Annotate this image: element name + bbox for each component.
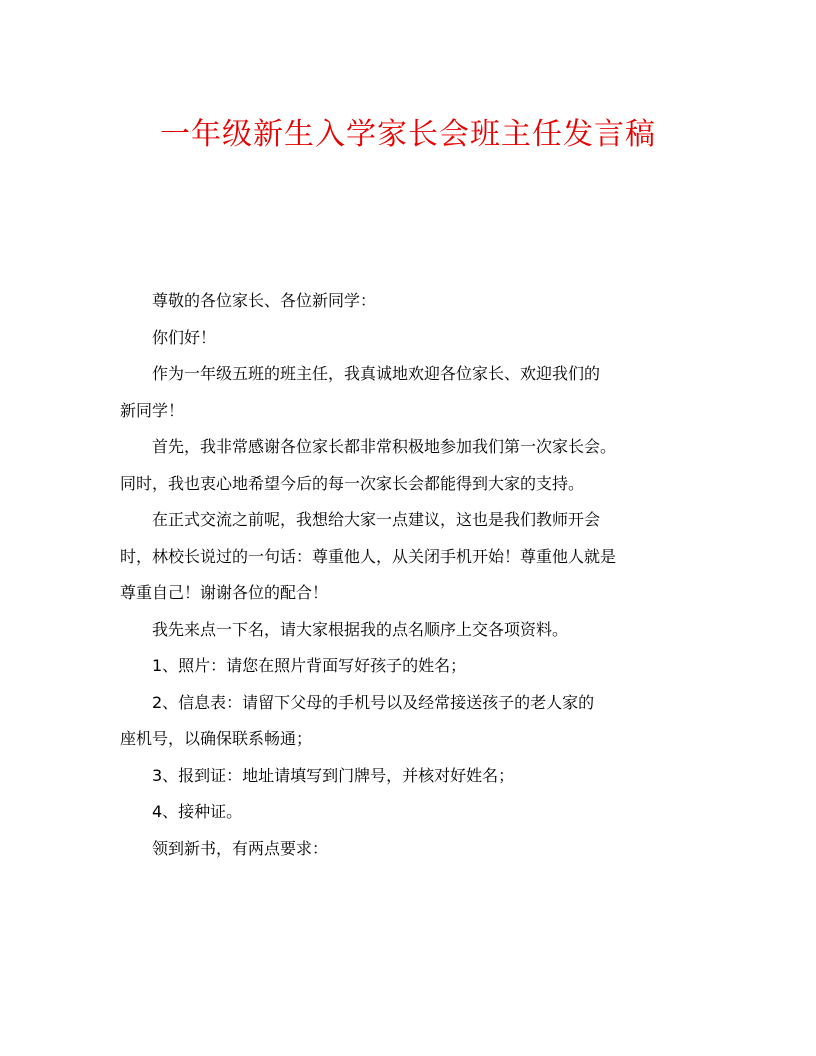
paragraph-line: 尊重自己！谢谢各位的配合！ bbox=[120, 583, 329, 602]
paragraph-line: 我先来点一下名，请大家根据我的点名顺序上交各项资料。 bbox=[152, 619, 569, 639]
paragraph-line: 领到新书，有两点要求： bbox=[152, 838, 329, 858]
document-title: 一年级新生入学家长会班主任发言稿 bbox=[160, 117, 656, 152]
list-item: 4、接种证。 bbox=[152, 802, 243, 821]
salutation: 尊敬的各位家长、各位新同学： bbox=[152, 291, 377, 310]
paragraph-line: 时，林校长说过的一句话：尊重他人，从关闭手机开始！尊重他人就是 bbox=[120, 546, 617, 566]
list-item-continuation: 座机号，以确保联系畅通； bbox=[120, 729, 313, 748]
paragraph-line: 首先，我非常感谢各位家长都非常积极地参加我们第一次家长会。 bbox=[152, 437, 617, 456]
paragraph-line: 在正式交流之前呢，我想给大家一点建议，这也是我们教师开会 bbox=[152, 510, 601, 529]
document-body bbox=[120, 283, 700, 867]
paragraph-line: 作为一年级五班的班主任，我真诚地欢迎各位家长、欢迎我们的 bbox=[152, 364, 601, 383]
paragraph-line: 同时，我也衷心地希望今后的每一次家长会都能得到大家的支持。 bbox=[120, 473, 585, 493]
greeting: 你们好！ bbox=[152, 327, 217, 347]
list-item: 2、信息表：请留下父母的手机号以及经常接送孩子的老人家的 bbox=[152, 692, 595, 712]
paragraph-line: 新同学！ bbox=[120, 400, 185, 420]
list-item: 1、照片：请您在照片背面写好孩子的姓名； bbox=[152, 656, 467, 675]
list-item: 3、报到证：地址请填写到门牌号，并核对好姓名； bbox=[152, 765, 515, 785]
